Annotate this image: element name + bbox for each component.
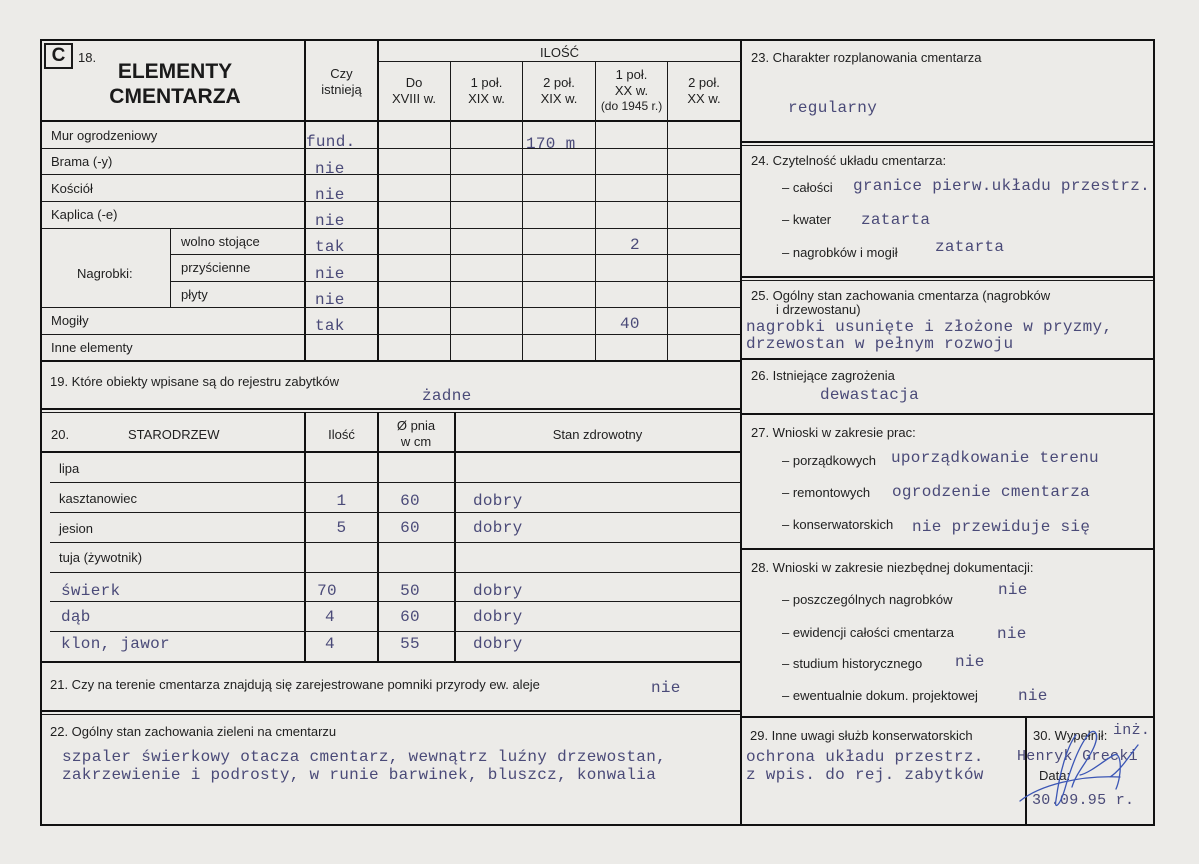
mur-czy-value: fund.	[306, 133, 356, 151]
s30-date-label: Data:	[1039, 768, 1071, 783]
row-mur-label: Mur ogrodzeniowy	[51, 128, 158, 143]
row-kosciol-label: Kościół	[51, 181, 93, 196]
s21-label: 21. Czy na terenie cmentarza znajdują się zarejestrowane pomniki przyrody ew. aleje	[50, 677, 540, 692]
row-przyscienne-label: przyścienne	[181, 260, 251, 275]
mogily-czy-value: tak	[315, 317, 345, 335]
s28-item4-label: – ewentualnie dokum. projektowej	[782, 688, 978, 703]
tree-jesion-pien: 60	[400, 519, 420, 537]
tree-row-swierk: świerk	[61, 582, 121, 600]
s25-line2: drzewostan w pełnym rozwoju	[746, 335, 1014, 353]
s24-kwater-value: zatarta	[861, 211, 931, 229]
s25-label-l1: 25. Ogólny stan zachowania cmentarza (nagrobków	[751, 288, 1051, 303]
s25-line1: nagrobki usunięte i złożone w pryzmy,	[746, 318, 1113, 336]
s30-date: 30.09.95 r.	[1032, 792, 1135, 809]
ilosc-header: ILOŚĆ	[539, 45, 579, 60]
tree-klon-stan: dobry	[473, 635, 523, 653]
row-wolno-label: wolno stojące	[181, 234, 260, 249]
s22-label: 22. Ogólny stan zachowania zieleni na cmentarzu	[50, 724, 337, 739]
s26-value: dewastacja	[820, 386, 920, 404]
s24-label: 24. Czytelność układu cmentarza:	[751, 153, 947, 168]
s24-calosci-label: – całości	[782, 180, 833, 195]
tree-row-kasztanowiec: kasztanowiec	[59, 491, 138, 506]
s28-item4-value: nie	[1018, 687, 1048, 705]
s28-item1-value: nie	[998, 581, 1028, 599]
tree-klon-pien: 55	[400, 635, 420, 653]
tree-dab-stan: dobry	[473, 608, 523, 626]
section-letter: C	[51, 45, 66, 66]
row-mogily-label: Mogiły	[51, 313, 89, 328]
s29-line1: ochrona układu przestrz.	[746, 748, 984, 766]
s30-title: inż.	[1113, 722, 1151, 739]
s18-title-line2: CMENTARZA	[109, 85, 241, 108]
s19-label: 19. Które obiekty wpisane są do rejestru zabytków	[50, 374, 340, 389]
period-4-l2: XX w.	[614, 83, 649, 98]
tree-jesion-stan: dobry	[473, 519, 523, 537]
period-3-l2: XIX w.	[540, 91, 578, 106]
tree-row-jesion: jesion	[59, 521, 93, 536]
s29-line2: z wpis. do rej. zabytków	[746, 766, 984, 784]
tree-klon-ilosc: 4	[325, 635, 335, 653]
wolno-czy-value: tak	[315, 238, 345, 256]
s27-porz-label: – porządkowych	[782, 453, 876, 468]
s24-nagrobkow-label: – nagrobków i mogił	[782, 245, 898, 260]
s20-col-stan: Stan zdrowotny	[552, 427, 643, 442]
s24-nagrobkow-value: zatarta	[935, 238, 1005, 256]
period-2-l1: 1 poł.	[470, 75, 503, 90]
mogily-amount-value: 40	[620, 315, 640, 333]
tree-dab-pien: 60	[400, 608, 420, 626]
s21-value: nie	[651, 679, 681, 697]
period-1-l1: Do	[405, 75, 423, 90]
s20-title: STARODRZEW	[128, 427, 220, 442]
wolno-amount-value: 2	[630, 236, 640, 254]
s23-label: 23. Charakter rozplanowania cmentarza	[751, 50, 982, 65]
s26-label: 26. Istniejące zagrożenia	[751, 368, 895, 383]
s27-rem-value: ogrodzenie cmentarza	[892, 483, 1091, 501]
s29-label: 29. Inne uwagi służb konserwatorskich	[750, 728, 973, 743]
s27-rem-label: – remontowych	[782, 485, 871, 500]
row-kaplica-label: Kaplica (-e)	[51, 207, 118, 222]
s18-number: 18.	[78, 50, 97, 65]
tree-dab-ilosc: 4	[325, 608, 335, 626]
kaplica-czy-value: nie	[315, 212, 345, 230]
s23-value: regularny	[788, 99, 878, 117]
s19-value: żadne	[422, 387, 472, 405]
period-4-l3: (do 1945 r.)	[600, 99, 663, 113]
mur-amount-value: 170 m	[526, 135, 576, 153]
s27-kons-label: – konserwatorskich	[782, 517, 894, 532]
s27-kons-value: nie przewiduje się	[912, 518, 1091, 536]
s20-col-pnia-l2: w cm	[400, 434, 432, 449]
s22-line1: szpaler świerkowy otacza cmentarz, wewnątrz luźny drzewostan,	[62, 748, 666, 766]
tree-swierk-ilosc: 70	[317, 582, 337, 600]
tree-row-klon: klon, jawor	[61, 635, 170, 653]
row-inne-label: Inne elementy	[51, 340, 133, 355]
row-brama-label: Brama (-y)	[51, 154, 113, 169]
tree-row-dab: dąb	[61, 608, 91, 626]
row-nagrobki-label: Nagrobki:	[77, 266, 133, 281]
s20-col-ilosc: Ilość	[328, 427, 355, 442]
s20-number: 20.	[51, 427, 70, 442]
s27-label: 27. Wnioski w zakresie prac:	[751, 425, 916, 440]
czy-istnieja-header-l2: istnieją	[321, 82, 362, 97]
brama-czy-value: nie	[315, 160, 345, 178]
tree-jesion-ilosc: 5	[336, 519, 347, 537]
s30-label: 30. Wypełnił:	[1033, 728, 1108, 743]
signature-scribble	[1010, 715, 1150, 820]
s20-col-pnia-l1: Ø pnia	[396, 418, 436, 433]
period-5-l2: XX w.	[687, 91, 721, 106]
period-4-l1: 1 poł.	[615, 67, 648, 82]
s18-title-line1: ELEMENTY	[117, 60, 233, 83]
s27-porz-value: uporządkowanie terenu	[891, 449, 1099, 467]
s22-line2: zakrzewienie i podrosty, w runie barwinek, bluszcz, konwalia	[62, 766, 657, 784]
s24-calosci-value: granice pierw.układu przestrz.	[853, 177, 1151, 195]
kosciol-czy-value: nie	[315, 186, 345, 204]
s28-item1-label: – poszczególnych nagrobków	[782, 592, 953, 607]
s28-item2-label: – ewidencji całości cmentarza	[782, 625, 954, 640]
przyscienne-czy-value: nie	[315, 265, 345, 283]
tree-swierk-pien: 50	[400, 582, 420, 600]
tree-kasztanowiec-stan: dobry	[473, 492, 523, 510]
tree-row-tuja: tuja (żywotnik)	[59, 550, 143, 565]
period-2-l2: XIX w.	[468, 91, 505, 106]
czy-istnieja-header-l1: Czy	[330, 66, 353, 81]
tree-kasztanowiec-pien: 60	[400, 492, 420, 510]
s28-item3-label: – studium historycznego	[782, 656, 923, 671]
period-3-l1: 2 poł.	[543, 75, 575, 90]
period-1-l2: XVIII w.	[391, 91, 437, 106]
plyty-czy-value: nie	[315, 291, 345, 309]
period-5-l1: 2 poł.	[688, 75, 720, 90]
tree-swierk-stan: dobry	[473, 582, 523, 600]
s28-item2-value: nie	[997, 625, 1027, 643]
s25-label-l2: i drzewostanu)	[776, 302, 861, 317]
s28-label: 28. Wnioski w zakresie niezbędnej dokumentacji:	[751, 560, 1034, 575]
tree-row-lipa: lipa	[59, 461, 80, 476]
s30-name: Henryk Grecki	[1017, 748, 1138, 765]
s28-item3-value: nie	[955, 653, 985, 671]
s24-kwater-label: – kwater	[782, 212, 832, 227]
row-plyty-label: płyty	[181, 287, 208, 302]
tree-kasztanowiec-ilosc: 1	[336, 492, 347, 510]
